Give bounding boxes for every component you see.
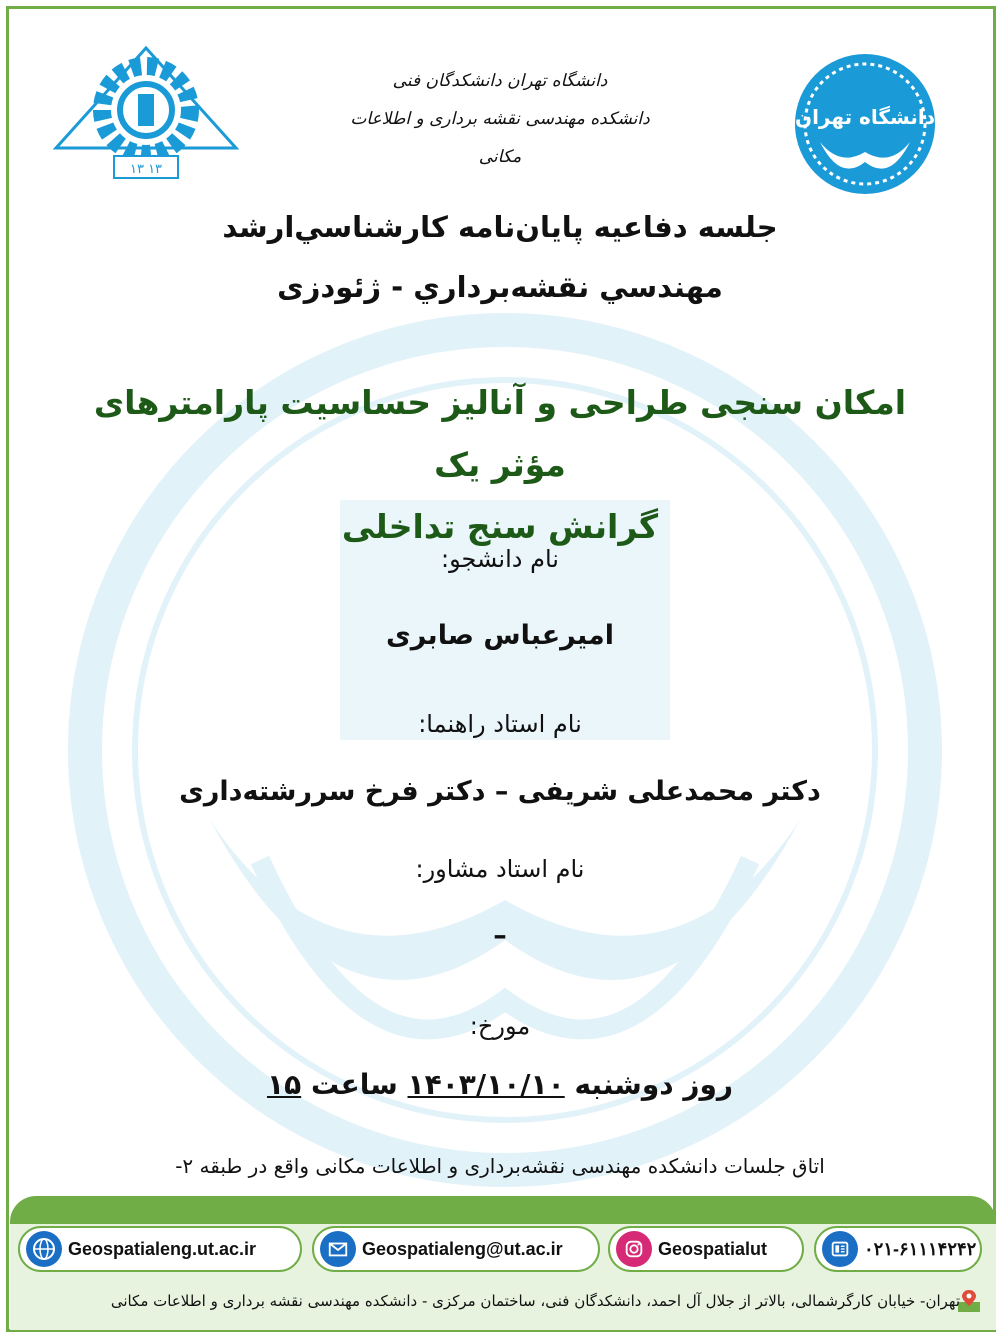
phone-link[interactable] — [814, 1226, 982, 1272]
faculty-emblem-logo — [52, 44, 240, 184]
instagram-link[interactable] — [608, 1226, 804, 1272]
event-subtitle: مهندسي نقشه‌برداري - ژئودزی — [277, 270, 723, 304]
website-link[interactable] — [18, 1226, 302, 1272]
advisor-names: – — [493, 920, 507, 951]
advisor-label: نام استاد مشاور: — [415, 855, 585, 883]
supervisor-label: نام استاد راهنما: — [418, 710, 582, 738]
email-text: Geospatialeng@ut.ac.ir — [362, 1238, 563, 1259]
phone-icon — [822, 1231, 858, 1267]
phone-text: ۰۲۱-۶۱۱۱۴۲۴۲ — [864, 1238, 977, 1259]
emblem-year-text: ۱۳ ۱۳ — [129, 162, 163, 177]
date-label: مورخ: — [469, 1012, 531, 1040]
date-value: ۱۴۰۳/۱۰/۱۰ — [407, 1068, 565, 1101]
date-line — [60, 1068, 940, 1101]
student-label: نام دانشجو: — [441, 545, 559, 573]
footer — [10, 1196, 996, 1330]
time-value: ۱۵ — [267, 1068, 302, 1101]
faculty-name: دانشکده مهندسی نقشه برداری و اطلاعات مکانی — [350, 109, 650, 167]
email-link[interactable] — [312, 1226, 600, 1272]
header-text — [340, 62, 660, 176]
university-name: دانشگاه تهران دانشکدگان فنی — [392, 71, 608, 91]
globe-icon — [26, 1231, 62, 1267]
time-prefix: ساعت — [310, 1068, 398, 1101]
thesis-title-line2: گرانش سنج تداخلی — [341, 507, 659, 546]
ut-logo-text: دانشگاه تهران — [795, 105, 935, 129]
event-title: جلسه دفاعيه پايان‌نامه كارشناسي‌ارشد — [222, 210, 778, 244]
date-day: روز دوشنبه — [574, 1068, 733, 1101]
supervisor-names: دکتر محمدعلی شریفی – دکتر فرخ سررشته‌داری — [179, 776, 821, 807]
thesis-title — [60, 372, 940, 558]
address-text: تهران- خیابان کارگرشمالی، بالاتر از جلال آل احمد، دانشکدگان فنی، ساختمان مرکزی - دانشکده مهندسی نقشه برداری و اطلاعات مکانی — [110, 1292, 960, 1310]
instagram-text: Geospatialut — [658, 1238, 768, 1259]
location-text: اتاق جلسات دانشکده مهندسی نقشه‌برداری و اطلاعات مکانی واقع در طبقه ۲- — [175, 1154, 825, 1178]
website-text: Geospatialeng.ut.ac.ir — [68, 1238, 257, 1259]
university-of-tehran-logo — [790, 52, 940, 197]
email-icon — [320, 1231, 356, 1267]
instagram-icon — [616, 1231, 652, 1267]
student-name: امیرعباس صابری — [386, 620, 614, 651]
thesis-title-line1: امکان سنجی طراحی و آنالیز حساسیت پارامترهای مؤثر یک — [93, 383, 907, 484]
